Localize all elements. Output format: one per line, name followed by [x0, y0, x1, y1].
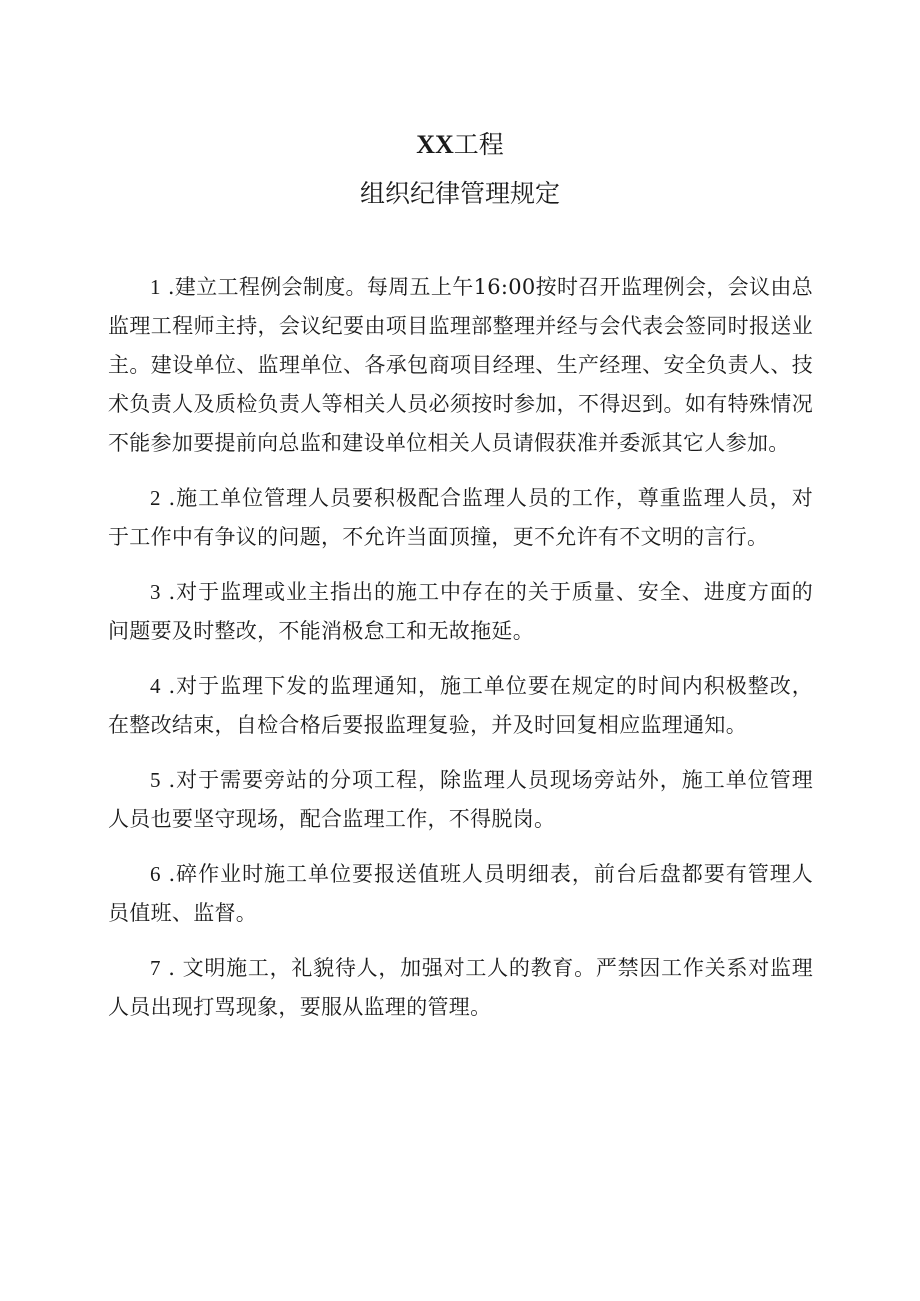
paragraph-6: [108, 855, 813, 933]
paragraph-text: .碎作业时施工单位要报送值班人员明细表，前台后盘都要有管理人员值班、监督。: [108, 862, 813, 925]
title-prefix: XX: [416, 130, 454, 159]
paragraph-3: [108, 573, 813, 651]
paragraph-1: [108, 268, 813, 463]
paragraph-7: [108, 949, 813, 1027]
paragraph-number: 5: [150, 768, 161, 792]
paragraph-text: .对于监理下发的监理通知，施工单位要在规定的时间内积极整改，在整改结束，自检合格后要报监理复验，并及时回复相应监理通知。: [108, 674, 813, 737]
paragraph-5: [108, 761, 813, 839]
paragraph-number: 7: [150, 956, 161, 980]
title-suffix: 工程: [453, 130, 504, 159]
paragraph-text: .对于需要旁站的分项工程，除监理人员现场旁站外，施工单位管理人员也要坚守现场，配合监理工作，不得脱岗。: [108, 768, 813, 831]
paragraph-text: .施工单位管理人员要积极配合监理人员的工作，尊重监理人员，对于工作中有争议的问题，不允许当面顶撞，更不允许有不文明的言行。: [108, 486, 813, 549]
paragraph-number: 4: [150, 674, 161, 698]
document-body: [108, 268, 813, 1043]
paragraph-text: .对于监理或业主指出的施工中存在的关于质量、安全、进度方面的问题要及时整改，不能消极怠工和无故拖延。: [108, 580, 813, 643]
paragraph-text: . 文明施工，礼貌待人，加强对工人的教育。严禁因工作关系对监理人员出现打骂现象，要服从监理的管理。: [108, 956, 813, 1019]
document-subtitle: 组织纪律管理规定: [359, 179, 560, 208]
paragraph-2: [108, 479, 813, 557]
paragraph-text: .建立工程例会制度。每周五上午16:00按时召开监理例会，会议由总监理工程师主持，会议纪要由项目监理部整理并经与会代表会签同时报送业主。建设单位、监理单位、各承包商项目经理、生产经理、安全负责人、技术负责人及质检负责人等相关人员必须按时参加，不得迟到。如有特殊情况不能参加要提前向总监和建设单位相关人员请假获准并委派其它人参加。: [108, 275, 813, 455]
paragraph-4: [108, 667, 813, 745]
paragraph-number: 1: [150, 275, 161, 299]
paragraph-number: 2: [150, 486, 161, 510]
document-title: [0, 128, 920, 162]
paragraph-number: 6: [150, 862, 161, 886]
paragraph-number: 3: [150, 580, 161, 604]
